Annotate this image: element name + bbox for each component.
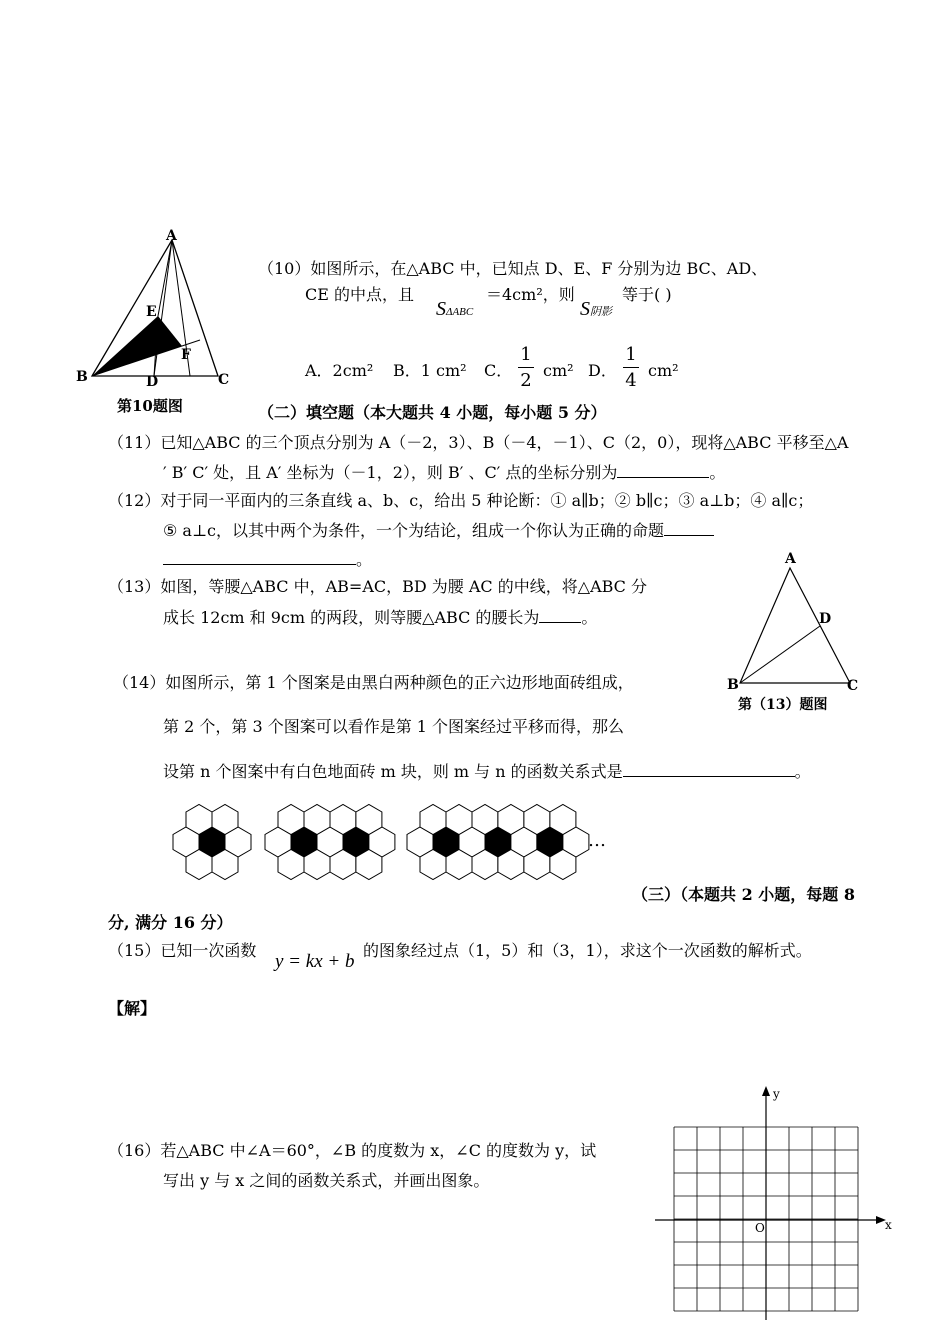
q15-line1a: （15）已知一次函数: [108, 941, 257, 960]
q12-answer-blank-2[interactable]: [163, 548, 356, 565]
q10-line1: （10）如图所示，在△ABC 中，已知点 D、E、F 分别为边 BC、AD、: [258, 259, 768, 278]
q14-answer-blank[interactable]: [623, 760, 795, 777]
q10-line2b: ＝4cm²，则: [486, 285, 575, 304]
q16-axis-y-label: y: [773, 1087, 780, 1101]
q10-option-b: B．1 cm²: [393, 361, 467, 380]
q10-s-abc: SΔABC: [436, 298, 474, 320]
q10-option-d-fraction: 1 4: [623, 344, 639, 391]
q15-answer-label: 【解】: [108, 999, 157, 1018]
q16-coordinate-grid[interactable]: [650, 1082, 895, 1322]
q15-line1b: 的图象经过点（1，5）和（3，1），求这个一次函数的解析式。: [363, 941, 812, 960]
q10-label-d: D: [146, 374, 159, 390]
q12-line2: ⑤ a⊥c，以其中两个为条件，一个为结论，组成一个你认为正确的命题: [163, 519, 714, 542]
q16-axis-x-label: x: [885, 1218, 892, 1232]
q10-option-d: D．: [588, 361, 617, 380]
q14-line1: （14）如图所示，第 1 个图案是由黑白两种颜色的正六边形地面砖组成，: [113, 673, 634, 692]
q10-label-e: E: [146, 304, 157, 320]
q13-label-d: D: [819, 611, 832, 627]
q11-line1: （11）已知△ABC 的三个顶点分别为 A（－2，3）、B（－4，－1）、C（2，0），现将△ABC 平移至△A: [108, 433, 849, 452]
section3-heading-line1: （三）（本题共 2 小题，每题 8: [632, 885, 855, 904]
q13-figure-caption: 第（13）题图: [738, 697, 828, 713]
q12-answer-blank-1[interactable]: [664, 519, 714, 536]
q13-line1: （13）如图，等腰△ABC 中，AB=AC，BD 为腰 AC 的中线，将△ABC 分: [108, 577, 648, 596]
y-axis-arrow: [762, 1086, 770, 1096]
q10-option-c-unit: cm²: [543, 361, 574, 380]
q10-line2c: 等于( ): [622, 285, 672, 304]
q10-label-b: B: [76, 369, 88, 385]
q13-triangle-figure: [730, 550, 870, 690]
q10-label-a: A: [166, 228, 177, 244]
q10-option-a: A．2cm²: [305, 361, 374, 380]
q10-line2a: CE 的中点，且: [305, 285, 415, 304]
q14-hexagon-patterns: [160, 795, 600, 890]
q13-label-c: C: [847, 678, 859, 694]
q10-option-c-fraction: 1 2: [518, 344, 534, 391]
q13-label-a: A: [785, 551, 796, 567]
q11-line2: ′ B′ C′ 处，且 A′ 坐标为（－1，2），则 B′ 、C′ 点的坐标分别为 。: [163, 463, 726, 482]
q10-option-d-unit: cm²: [648, 361, 679, 380]
q15-formula: y = kx + b: [275, 951, 355, 972]
q10-label-f: F: [181, 347, 191, 363]
section3-heading-line2: 分, 满分 16 分）: [108, 913, 233, 932]
q10-label-c: C: [218, 372, 230, 388]
q13-answer-blank[interactable]: [539, 606, 581, 623]
q10-s-shadow: S阴影: [580, 298, 612, 320]
q10-figure-caption: 第10题图: [117, 397, 183, 415]
q14-line2: 第 2 个，第 3 个图案可以看作是第 1 个图案经过平移而得，那么: [163, 717, 625, 736]
q16-line1: （16）若△ABC 中∠A＝60°，∠B 的度数为 x，∠C 的度数为 y，试: [108, 1141, 597, 1160]
q16-origin-label: O: [755, 1221, 765, 1235]
q16-line2: 写出 y 与 x 之间的函数关系式，并画出图象。: [163, 1171, 490, 1190]
q11-answer-blank[interactable]: [617, 461, 709, 478]
q13-line2: 成长 12cm 和 9cm 的两段，则等腰△ABC 的腰长为 。: [163, 608, 598, 627]
q13-label-b: B: [727, 677, 739, 693]
q12-line3: 。: [163, 548, 372, 571]
q12-line1: （12）对于同一平面内的三条直线 a、b、c，给出 5 种论断：① a∥b；② b∥c；③ a⊥b；④ a∥c；: [108, 491, 814, 510]
q14-line3: 设第 n 个图案中有白色地面砖 m 块，则 m 与 n 的函数关系式是 。: [163, 762, 811, 781]
q10-option-c: C．: [484, 361, 513, 380]
q14-ellipsis: …: [588, 830, 606, 851]
section2-heading: （二）填空题（本大题共 4 小题，每小题 5 分）: [258, 403, 607, 422]
